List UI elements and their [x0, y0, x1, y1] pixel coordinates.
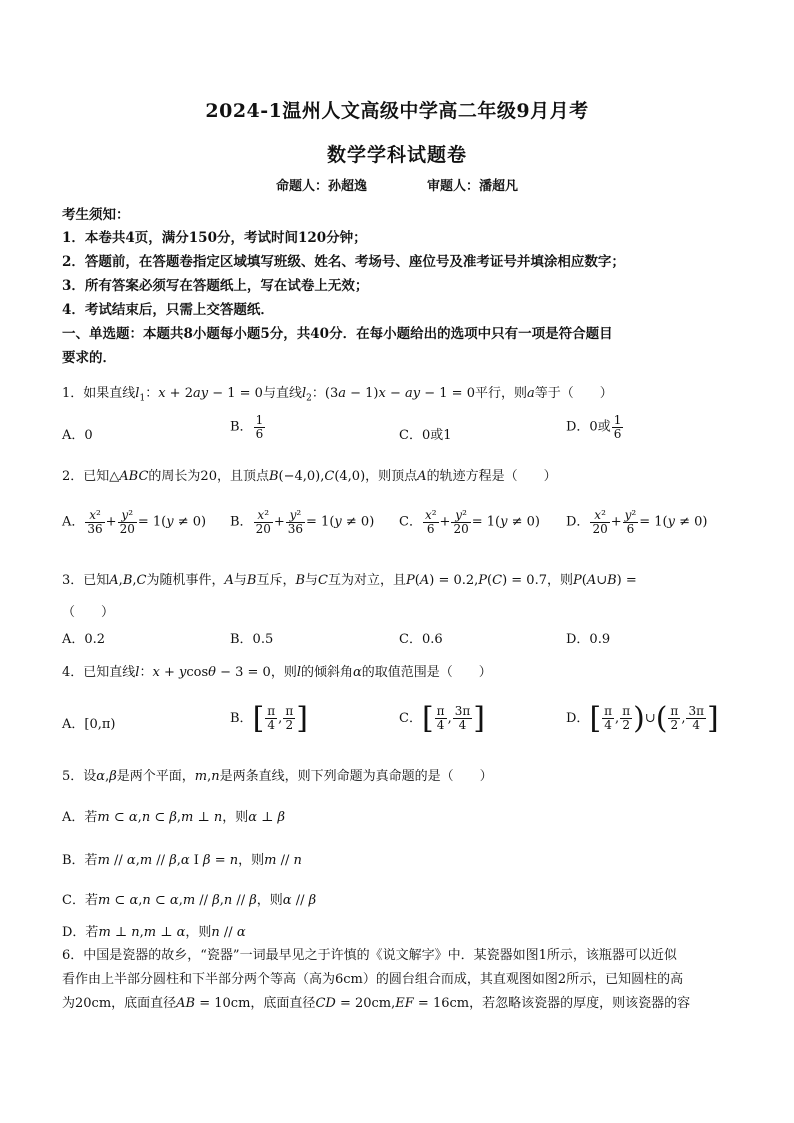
q6-line-3: 为20cm，底面直径AB = 10cm，底面直径CD = 20cm,EF = 16cm，若忽略该瓷器的厚度，则该瓷器的容: [62, 996, 691, 1011]
q1-option-b: B． $\frac{1}{6}$: [230, 413, 264, 441]
q5-option-a: A．若m ⊂ α,n ⊂ β,m ⊥ n，则α ⊥ β: [62, 810, 286, 825]
question-3: 3．已知A,B,C为随机事件，A与B互斥，B与C互为对立，且P(A) = 0.2,P(C) = 0.7，则P(A∪B) =: [62, 573, 637, 588]
section-heading-line1: 一、单选题：本题共8小题每小题5分，共40分．在每小题给出的选项中只有一项是符合题目: [62, 326, 613, 342]
notice-heading: 考生须知：: [62, 207, 130, 223]
q5-option-d: D．若m ⊥ n,m ⊥ α，则n // α: [62, 925, 246, 940]
q6-line-1: 6．中国是瓷器的故乡，“瓷器”一词最早见之于许慎的《说文解字》中．某瓷器如图1所示，该瓶器可以近似: [62, 948, 677, 963]
q3-option-b: B．0.5: [230, 632, 274, 647]
notice-item-1: 1．本卷共4页，满分150分，考试时间120分钟；: [62, 230, 367, 246]
q3-option-a: A．0.2: [62, 632, 106, 647]
section-heading-line2: 要求的．: [62, 350, 116, 366]
exam-subtitle: 数学学科试题卷: [326, 144, 467, 166]
q1-option-a: A．0: [62, 428, 93, 443]
q5-option-b: B．若m // α,m // β,α I β = n，则m // n: [62, 853, 302, 868]
q4-option-c: C．[ $\frac{\pi}{4}$ , $\frac{3\pi}{4}$ ]: [399, 701, 485, 736]
question-2: 2．已知△ABC的周长为20，且顶点B(−4,0),C(4,0)，则顶点A的轨迹方程是（ ）: [62, 469, 557, 484]
reviewer: 审题人：潘超凡: [427, 179, 519, 194]
question-1: 1．如果直线$l_1$：x + 2ay − 1 = 0与直线$l_2$：(3a − 1)x − ay − 1 = 0平行，则a等于（ ）: [62, 386, 613, 404]
q4-option-a: A．[0,π): [62, 717, 116, 732]
q3-option-c: C．0.6: [399, 632, 443, 647]
q3-option-d: D．0.9: [566, 632, 611, 647]
q1-option-d: D．0或 $\frac{1}{6}$: [566, 413, 622, 441]
q1-option-c: C．0或1: [399, 428, 452, 443]
notice-item-4: 4．考试结束后，只需上交答题纸．: [62, 302, 274, 318]
question-6: [62, 944, 734, 1016]
question-5: 5．设α,β是两个平面，m,n是两条直线，则下列命题为真命题的是（ ）: [62, 769, 493, 784]
q2-option-a: A． $\frac{\text{x²}}{36}$ + $\frac{\text{y²}}{20}$ = 1(y ≠ 0): [62, 508, 207, 536]
notice-item-3: 3．所有答案必须写在答题纸上，写在试卷上无效；: [62, 278, 369, 294]
question-4: 4．已知直线l：x + ycosθ − 3 = 0，则l的倾斜角α的取值范围是（ ）: [62, 665, 492, 680]
authors-line: [0, 175, 794, 194]
exam-title: 2024-1温州人文高级中学高二年级9月月考: [205, 100, 589, 122]
q2-option-b: B． $\frac{\text{x²}}{20}$ + $\frac{\text{y²}}{36}$ = 1(y ≠ 0): [230, 508, 375, 536]
q2-option-c: C． $\frac{\text{x²}}{6}$ + $\frac{\text{y²}}{20}$ = 1(y ≠ 0): [399, 508, 540, 536]
q4-option-b: B．[ $\frac{\pi}{4}$ , $\frac{\pi}{2}$ ]: [230, 701, 308, 736]
q4-option-d: D．[ $\frac{\pi}{4}$ , $\frac{\pi}{2}$ )∪( $\frac{\pi}{2}$ , $\frac{3\pi}{4}$ ]: [566, 701, 719, 736]
notice-item-2: 2．答题前，在答题卷指定区域填写班级、姓名、考场号、座位号及准考证号并填涂相应数字；: [62, 254, 625, 270]
q3-blank: （ ）: [62, 605, 115, 620]
author: 命题人：孙超逸: [275, 179, 367, 194]
q2-option-d: D． $\frac{\text{x²}}{20}$ + $\frac{\text{y²}}{6}$ = 1(y ≠ 0): [566, 508, 708, 536]
q5-option-c: C．若m ⊂ α,n ⊂ α,m // β,n // β，则α // β: [62, 893, 317, 908]
q6-line-2: 看作由上半部分圆柱和下半部分两个等高（高为6cm）的圆台组合而成，其直观图如图2所示，已知圆柱的高: [62, 972, 684, 987]
